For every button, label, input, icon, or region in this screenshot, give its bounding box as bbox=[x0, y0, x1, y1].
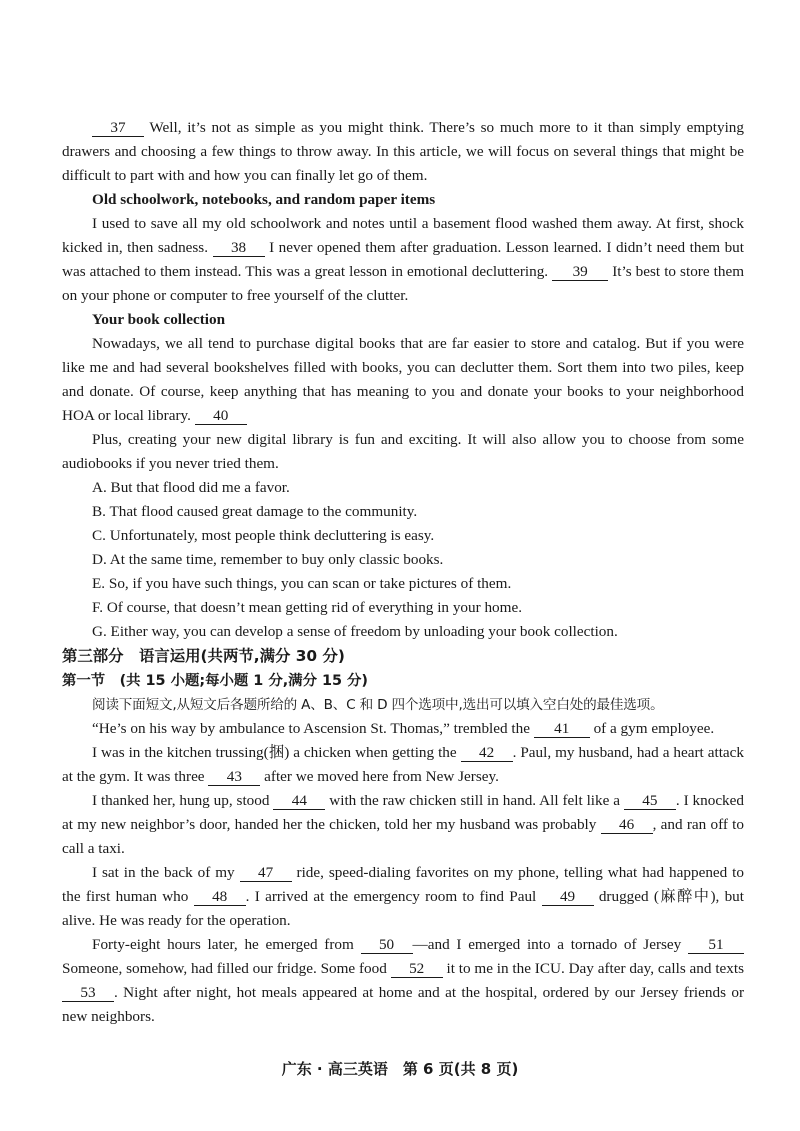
option-a: A. But that flood did me a favor. bbox=[92, 479, 290, 496]
blank-52: 52 bbox=[391, 960, 443, 978]
text: it to me in the ICU. Day after day, calls and texts bbox=[442, 960, 744, 977]
passage2-paragraph-3 bbox=[62, 789, 744, 861]
text: . I knocked at my new neighbor’s door, handed her the chicken, told her my husband was probably bbox=[62, 792, 744, 833]
blank-38: 38 bbox=[213, 239, 265, 257]
blank-37: 37 bbox=[92, 119, 144, 137]
option-b: B. That flood caused great damage to the community. bbox=[92, 503, 418, 520]
blank-49: 49 bbox=[542, 888, 594, 906]
page-content bbox=[62, 116, 744, 1029]
text: —and I emerged into a tornado of Jersey bbox=[412, 936, 688, 953]
option-e: E. So, if you have such things, you can scan or take pictures of them. bbox=[92, 575, 512, 592]
blank-39: 39 bbox=[552, 263, 608, 281]
text: I never opened them after graduation. Lesson learned. I didn’t need them but was attached to them instead. This was a great lesson in emotional decluttering. bbox=[62, 239, 744, 280]
text: , and ran off to call a taxi. bbox=[62, 816, 744, 857]
text: I was in the kitchen trussing(捆) a chicken when getting the bbox=[92, 744, 461, 761]
option-d: D. At the same time, remember to buy only classic books. bbox=[92, 551, 444, 568]
text: I thanked her, hung up, stood bbox=[92, 792, 274, 809]
text: ride, speed-dialing favorites on my phone, telling what had happened to the first human who bbox=[62, 864, 744, 905]
passage2-paragraph-2 bbox=[62, 741, 744, 789]
passage2-paragraph-5 bbox=[62, 933, 744, 1029]
section-heading-schoolwork: Old schoolwork, notebooks, and random paper items bbox=[92, 191, 436, 208]
blank-50: 50 bbox=[361, 936, 413, 954]
text: “He’s on his way by ambulance to Ascension St. Thomas,” trembled the bbox=[92, 720, 534, 737]
passage2-paragraph-1 bbox=[62, 717, 744, 741]
blank-43: 43 bbox=[208, 768, 260, 786]
blank-47: 47 bbox=[240, 864, 292, 882]
part3-title: 第三部分 语言运用(共两节,满分 30 分) bbox=[62, 647, 345, 665]
text: . Night after night, hot meals appeared at home and at the hospital, ordered by our Jersey friends or new neighbors. bbox=[62, 984, 744, 1025]
section1-title: 第一节 (共 15 小题;每小题 1 分,满分 15 分) bbox=[62, 673, 368, 689]
text: with the raw chicken still in hand. All felt like a bbox=[325, 792, 624, 809]
passage1-paragraph-3 bbox=[62, 332, 744, 428]
blank-45: 45 bbox=[624, 792, 676, 810]
section-heading-books: Your book collection bbox=[92, 311, 226, 328]
text: Nowadays, we all tend to purchase digital books that are far easier to store and catalog. But if you were like me and had several bookshelves filled with books, you can declutter them. Sort them into two piles, keep and donate. Of course, keep anything that has meaning to you and donate your books to your neighborhood HOA or local library. bbox=[62, 335, 744, 424]
option-g: G. Either way, you can develop a sense of freedom by unloading your book collection. bbox=[92, 623, 618, 640]
text: . Paul, my husband, had a heart attack at the gym. It was three bbox=[62, 744, 744, 785]
blank-46: 46 bbox=[601, 816, 653, 834]
passage1-paragraph-4: Plus, creating your new digital library is fun and exciting. It will also allow you to choose from some audiobooks if you never tried them. bbox=[62, 431, 744, 472]
option-c: C. Unfortunately, most people think decluttering is easy. bbox=[92, 527, 435, 544]
passage2-paragraph-4 bbox=[62, 861, 744, 933]
blank-42: 42 bbox=[461, 744, 513, 762]
text: I used to save all my old schoolwork and notes until a basement flood washed them away. At first, shock kicked in, then sadness. bbox=[62, 215, 744, 256]
passage1-paragraph-1 bbox=[62, 116, 744, 188]
option-f: F. Of course, that doesn’t mean getting rid of everything in your home. bbox=[92, 599, 522, 616]
text: It’s best to store them on your phone or computer to free yourself of the clutter. bbox=[62, 263, 745, 304]
text: Well, it’s not as simple as you might think. There’s so much more to it than simply emptying drawers and choosing a few things to throw away. In this article, we will focus on several things that might be difficult to part with and how you can finally let go of them. bbox=[62, 119, 744, 184]
blank-51: 51 bbox=[688, 936, 744, 954]
text: . I arrived at the emergency room to find Paul bbox=[245, 888, 542, 905]
page-footer: 广东 · 高三英语 第 6 页(共 8 页) bbox=[281, 1060, 519, 1078]
text: Someone, somehow, had filled our fridge. Some food bbox=[62, 960, 391, 977]
blank-44: 44 bbox=[273, 792, 325, 810]
text: Forty-eight hours later, he emerged from bbox=[92, 936, 361, 953]
blank-48: 48 bbox=[194, 888, 246, 906]
text: after we moved here from New Jersey. bbox=[260, 768, 499, 785]
text: I sat in the back of my bbox=[92, 864, 240, 881]
options-list bbox=[62, 476, 744, 644]
text: of a gym employee. bbox=[589, 720, 715, 737]
blank-40: 40 bbox=[195, 407, 247, 425]
instruction: 阅读下面短文,从短文后各题所给的 A、B、C 和 D 四个选项中,选出可以填入空白处的最佳选项。 bbox=[92, 697, 664, 713]
text: drugged (麻醉中), but alive. He was ready for the operation. bbox=[62, 888, 744, 929]
passage1-paragraph-2 bbox=[62, 212, 744, 308]
blank-41: 41 bbox=[534, 720, 590, 738]
blank-53: 53 bbox=[62, 984, 114, 1002]
